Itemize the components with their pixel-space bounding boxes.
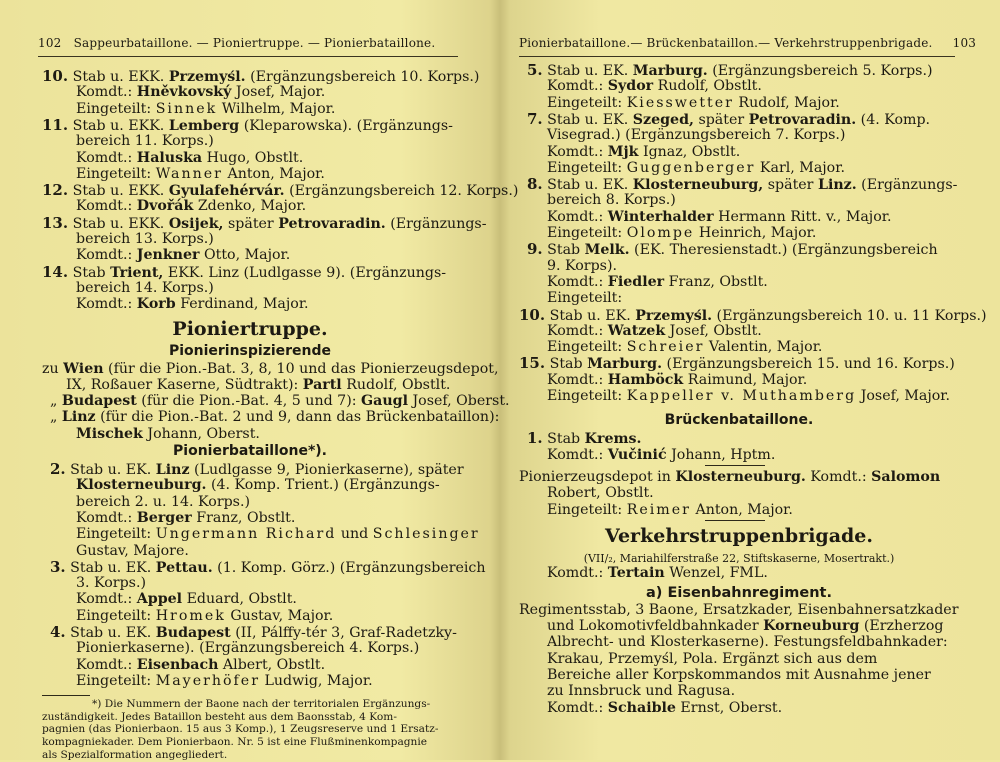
entry-text: Stab u. EK. [65,462,156,478]
entry-text: (1. Komp. Görz.) (Ergänzungsbereich [212,559,486,576]
entry-bold: Hamböck [607,371,684,388]
entry-text: (Ergänzungsbereich 10. u. 11 Korps.) [712,307,987,324]
running-head-right [519,36,976,50]
entry-text: Ludwig, Major. [259,672,373,689]
entry-text: (Erzherzog [859,618,944,635]
entry-text: Komdt.: [76,296,137,313]
entry-text: bereich 8. Korps.) [547,192,676,209]
entry-line [547,502,793,519]
entry-bold: Linz [155,462,190,478]
entry-line [76,477,440,494]
entry-bold: Marburg. [632,63,708,79]
entry-text: Ferdinand, Major. [175,296,309,313]
entry-text: Eingeteilt: [547,159,627,176]
entry-bold: Szeged, [632,111,694,128]
entry-text: Komdt.: [76,509,137,526]
entry-text: Johann, Oberst. [142,425,260,442]
entry-line [76,543,189,560]
entry-bold: Klosterneuburg, [632,177,764,194]
entry-bold: Korb [136,296,176,313]
entry-line [527,62,933,80]
entry-spaced-name: Schreier [626,339,705,356]
entry-number: 13. [42,213,69,232]
entry-bold: Przemyśl. [635,307,713,324]
entry-line [519,469,940,486]
entry-text: Stab u. EK. [542,63,633,79]
entry-line [547,618,943,635]
entry-spaced-name: Kappeller v. Muthamberg [626,388,857,404]
entry-line [76,494,250,511]
entry-line [76,657,325,674]
entry-line [527,241,938,259]
entry-bold: Przemyśl. [168,69,246,85]
entry-line [527,176,957,194]
entry-text: Eduard, Obstlt. [182,591,297,608]
entry-line [547,447,775,464]
entry-spaced-name: Kiesswetter [626,94,734,111]
entry-text: Stab u. EK. [542,177,633,194]
entry-bold: Klosterneuburg. [76,477,207,494]
entry-text: Eingeteilt: [547,339,627,356]
entry-text: Josef, Major. [856,388,951,404]
entry-text: Rudolf, Obstlt. [653,78,762,95]
entry-text: Otto, Major. [199,247,291,264]
entry-bold: Berger [136,509,192,526]
entry-bold: Klosterneuburg. [675,468,806,485]
entry-text: Stab u. EK. [542,111,633,128]
entry-text: Josef, Oberst. [407,393,510,410]
entry-text: Stab u. EKK. [68,69,169,85]
entry-bold: Lemberg [168,117,240,134]
entry-bold: Marburg. [587,356,663,373]
entry-bold: Mjk [607,143,639,160]
entry-number: 8. [527,175,543,194]
entry-line [76,426,260,443]
entry-text: (Ergänzungsbereich 15. und 16. Korps.) [662,356,955,373]
entry-line [547,565,768,582]
entry-text: Ignaz, Obstlt. [638,143,741,160]
entry-line [76,608,333,625]
entry-text: Bereiche aller Korpskommandos mit Ausnahme jener [547,667,931,683]
entry-text: Komdt.: [76,84,137,101]
entry-number: 3. [50,557,66,576]
verkehrstruppen-address: (VII/₂, Mariahilferstraße 22, Stiftskaserne, Mosertrakt.) [583,551,895,565]
header-rule-right [519,56,955,57]
entry-text: Albrecht- und Klosterkaserne). Festungsfeldbahnkader: [547,634,948,651]
entry-text: Eingeteilt: [547,501,627,518]
entry-text: „ [50,393,62,410]
entry-text: Pionierkaserne). (Ergänzungsbereich 4. Korps.) [76,640,420,657]
page-number-right: 103 [952,36,977,50]
entry-line [42,117,453,135]
entry-text: Stab u. EK. [65,559,156,576]
header-rule-left [38,56,458,57]
entry-line [519,307,987,325]
running-head-right-text: Pionierbataillone.— Brückenbataillon.— Verkehrstruppenbrigade. [519,36,933,50]
entry-text: (Kleparowska). (Ergänzungs- [239,117,453,134]
entry-line [76,101,335,118]
section-rule [705,465,765,466]
entry-line [76,526,480,543]
entry-text: bereich 14. Korps.) [76,279,214,296]
section-title-pioniertruppe: Pioniertruppe. [172,317,328,340]
entry-line [76,150,303,167]
entry-text: Gustav, Major. [225,607,334,624]
entry-text: Hermann Ritt. v., Major. [713,208,892,225]
entry-line [547,144,740,161]
entry-line [547,78,762,95]
entry-bold: Petrovaradin. [278,215,386,232]
entry-line [66,377,450,394]
entry-line [50,461,464,479]
entry-line [76,133,214,150]
entry-text: Eingeteilt: [76,607,156,624]
entry-line [42,182,518,200]
entry-spaced-name: Guggenberger [626,159,756,176]
entry-bold: Eisenbach [136,656,219,673]
entry-text: später [763,177,818,194]
entry-bold: Watzek [607,322,666,339]
entry-line [76,591,297,608]
entry-text: Komdt.: [547,143,608,160]
entry-text: Rudolf, Obstlt. [341,376,451,393]
entry-text: Eingeteilt: [76,672,156,689]
entry-text: Stab [542,242,585,259]
entry-bold: Melk. [584,242,630,259]
entry-bold: Mischek [76,425,143,442]
entry-text: später [693,111,749,128]
entry-text: Stab [542,431,585,448]
entry-text: (Ergänzungs- [385,215,487,232]
entry-text: (Ludlgasse 9, Pionierkaserne), später [189,462,464,478]
entry-bold: Vučinić [607,446,667,463]
entry-bold: Haluska [136,149,203,166]
subsection-title-brueckenbataillone: Brückenbataillone. [664,412,814,429]
entry-number: 2. [50,460,66,478]
section-rule [705,520,765,521]
entry-text: und [336,526,373,543]
footnote-line: als Spezialformation angegliedert. [42,748,228,761]
entry-text: Anton, Major. [222,165,325,182]
footnote-line: zuständigkeit. Jedes Bataillon besteht aus dem Baonsstab, 4 Kom- [42,710,397,723]
entry-number: 14. [42,262,69,281]
entry-bold: Korneuburg [763,618,860,635]
entry-text: (für die Pion.-Bat. 4, 5 und 7): [136,393,362,410]
entry-line [519,602,959,619]
entry-bold: Sydor [607,78,654,95]
entry-spaced-name: Hromek [155,607,226,624]
page-number-left: 102 [38,36,62,50]
entry-line [76,247,290,264]
entry-text: (Ergänzungsbereich 10. Korps.) [245,69,480,85]
entry-text: Stab [545,356,588,373]
entry-text: 3. Korps.) [76,575,146,592]
entry-text: Josef, Major. [231,84,326,101]
entry-text: (4. Komp. Trient.) (Ergänzungs- [206,477,440,494]
right-page [505,0,1000,760]
entry-text: Stab u. EKK. [68,117,169,134]
entry-line [76,575,146,592]
entry-bold: Fiedler [607,273,665,290]
entry-text: zu [42,360,64,377]
entry-text: Gustav, Majore. [76,542,189,559]
entry-bold: Linz. [817,177,857,194]
entry-text: Eingeteilt: [76,100,156,117]
entry-text: Karl, Major. [755,159,845,176]
entry-line [76,296,309,313]
entry-text: Komdt.: [76,149,137,166]
entry-text: (Ergänzungsbereich 12. Korps.) [284,183,519,200]
subsection-title-pionierbataillone: Pionierbataillone*). [173,443,327,459]
entry-text: Rudolf, Major. [733,94,840,111]
entry-text: Komdt.: [547,322,608,339]
entry-text: 9. Korps). [547,257,617,274]
footnote-line: *) Die Nummern der Baone nach der territorialen Ergänzungs- [92,698,431,711]
entry-line [547,683,735,700]
entry-text: Regimentsstab, 3 Baone, Ersatzkader, Eisenbahnersatzkader [519,601,959,618]
entry-bold: Hněvkovský [136,84,232,101]
entry-number: 10. [42,67,69,85]
entry-bold: Osijek, [168,215,224,232]
entry-line [519,355,955,373]
entry-line [50,624,457,642]
entry-bold: Wien [63,360,104,377]
entry-spaced-name: Olompe [626,225,695,241]
entry-text: Eingeteilt: [547,290,623,307]
entry-text: (für die Pion.-Bat. 3, 8, 10 und das Pionierzeugsdepot, [103,360,499,377]
entry-text: (Ergänzungs- [856,177,958,194]
entry-text: Komdt.: [76,656,137,673]
entry-text: „ [50,409,62,426]
entry-bold: Schaible [607,699,676,716]
entry-spaced-name: Sinnek [155,100,218,117]
entry-text: bereich 11. Korps.) [76,133,214,150]
entry-text: Stab u. EKK. [68,183,169,200]
entry-text: und Lokomotivfeldbahnkader [547,618,764,635]
entry-line [76,231,214,248]
entry-text: Krakau, Przemyśl, Pola. Ergänzt sich aus dem [547,650,878,667]
entry-line [547,651,877,668]
entry-text: Stab u. EK. [65,625,156,641]
running-head-left [38,36,435,50]
entry-line [76,510,295,527]
entry-bold: Jenkner [136,247,200,264]
entry-bold: Gyulafehérvár. [168,183,285,200]
entry-number: 12. [42,181,69,200]
entry-number: 4. [50,623,66,641]
entry-bold: Petrovaradin. [748,111,857,128]
entry-bold: Gaugl [361,393,408,410]
entry-text: bereich 13. Korps.) [76,231,214,247]
entry-line [76,166,325,183]
entry-text: (4. Komp. [856,111,931,128]
entry-text: (EK. Theresienstadt.) (Ergänzungsbereich [629,242,938,259]
entry-number: 5. [527,61,543,79]
entry-line [547,209,891,226]
entry-text: Zdenko, Major. [193,198,307,215]
entry-text: (für die Pion.-Bat. 2 und 9, dann das Brückenbataillon): [95,409,500,426]
entry-text: bereich 2. u. 14. Korps.) [76,493,251,510]
entry-line [76,673,373,690]
entry-bold: Budapest [155,625,231,641]
entry-text: Komdt.: [547,208,608,225]
subsection-title-inspizierende: Pionierinspizierende [168,342,332,359]
entry-bold: Budapest [61,393,137,410]
entry-text: Komdt.: [547,446,608,463]
entry-line [547,127,845,144]
entry-text: Josef, Obstlt. [665,322,762,339]
footnote-line: kompagniekader. Dem Pionierbaon. Nr. 5 ist eine Flußminenkompagnie [42,736,428,748]
entry-line [547,192,676,209]
entry-line [547,258,617,275]
entry-bold: Partl [302,376,342,393]
entry-number: 10. [519,305,546,324]
entry-number: 1. [527,429,543,448]
entry-line [547,274,768,291]
entry-text: Komdt.: [547,371,608,388]
entry-line [547,290,622,307]
entry-text: EKK. Linz (Ludlgasse 9). (Ergänzungs- [163,264,447,281]
entry-text: Franz, Obstlt. [191,509,296,526]
entry-text: Eingeteilt: [547,94,627,111]
entry-spaced-name: Reimer [626,501,691,518]
entry-text: Komdt.: [805,468,872,485]
entry-text: (II, Pálffy-tér 3, Graf-Radetzky- [230,625,457,641]
entry-number: 7. [527,109,543,128]
entry-text: Eingeteilt: [547,388,627,404]
entry-line [547,160,845,177]
entry-bold: Appel [136,591,183,608]
entry-line [547,485,654,502]
entry-bold: Pettau. [155,559,213,576]
entry-number: 11. [42,115,69,134]
subsection-title-eisenbahnregiment: a) Eisenbahnregiment. [646,584,832,601]
entry-line [547,634,948,651]
entry-line [547,95,840,112]
entry-text: Eingeteilt: [76,526,156,543]
entry-line [547,388,950,405]
entry-text: IX, Roßauer Kaserne, Südtrakt): [66,376,303,393]
entry-text: Anton, Major. [690,501,793,518]
entry-line [547,339,822,356]
entry-text: Wenzel, FML. [664,564,768,581]
entry-line [76,198,306,215]
footnote-rule [42,695,90,696]
entry-line [547,225,816,242]
entry-text: Raimund, Major. [683,371,808,388]
entry-text: Visegrad.) (Ergänzungsbereich 7. Korps.) [547,127,846,144]
entry-spaced-name: Ungermann Richard [155,526,337,543]
entry-text: Robert, Obstlt. [547,485,654,502]
entry-line [547,700,782,717]
entry-text: Valentin, Major. [704,339,823,356]
entry-line [547,667,931,684]
entry-bold: Linz [61,409,96,426]
entry-line [76,640,419,657]
entry-line [50,559,486,577]
entry-line [547,323,762,340]
entry-text: Wilhelm, Major. [217,100,336,117]
entry-text: Komdt.: [76,198,137,215]
entry-line [50,393,510,410]
entry-line [76,280,214,297]
entry-text: Komdt.: [76,591,137,608]
entry-line [42,264,446,282]
entry-text: Stab u. EK. [545,307,636,324]
running-head-left-text: Sappeurbataillone. — Pioniertruppe. — Pionierbataillone. [73,36,436,50]
entry-text: Johann, Hptm. [666,446,776,463]
entry-text: Komdt.: [547,273,608,290]
entry-bold: Dvořák [136,198,194,215]
entry-bold: Tertain [607,564,665,581]
footnote-line: pagnien (das Pionierbaon. 15 aus 3 Komp.), 1 Zeugsreserve und 1 Ersatz- [42,723,439,736]
entry-text: Franz, Obstlt. [664,273,768,290]
entry-line [547,372,807,389]
entry-text: Heinrich, Major. [694,225,817,241]
entry-text: Albert, Obstlt. [218,656,326,673]
entry-spaced-name: Wanner [155,165,223,182]
entry-bold: Salomon [871,468,941,485]
entry-text: Stab [68,264,111,281]
entry-line [50,409,499,426]
entry-text: Komdt.: [76,247,137,264]
entry-text: (Ergänzungsbereich 5. Korps.) [707,63,933,79]
entry-text: später [223,215,279,232]
section-title-verkehrstruppenbrigade: Verkehrstruppenbrigade. [604,524,874,547]
entry-text: Ernst, Oberst. [675,699,783,716]
entry-text: Komdt.: [547,564,608,581]
entry-number: 15. [519,354,546,373]
entry-text: Komdt.: [547,699,608,716]
entry-line [527,111,930,129]
entry-bold: Trient, [110,264,164,281]
entry-line [42,361,498,378]
entry-text: zu Innsbruck und Ragusa. [547,683,736,700]
entry-text: Eingeteilt: [547,225,627,241]
entry-spaced-name: Schlesinger [372,526,480,543]
entry-text: Komdt.: [547,78,608,95]
entry-text: Stab u. EKK. [68,215,169,232]
entry-text: Hugo, Obstlt. [202,149,304,166]
entry-number: 9. [527,240,543,259]
entry-spaced-name: Mayerhöfer [155,672,260,689]
entry-line [76,84,325,101]
entry-text: Pionierzeugsdepot in [519,468,676,485]
entry-text: Eingeteilt: [76,165,156,182]
entry-bold: Winterhalder [607,208,714,225]
entry-line [527,430,641,448]
entry-bold: Krems. [584,431,642,448]
entry-line [42,215,487,233]
